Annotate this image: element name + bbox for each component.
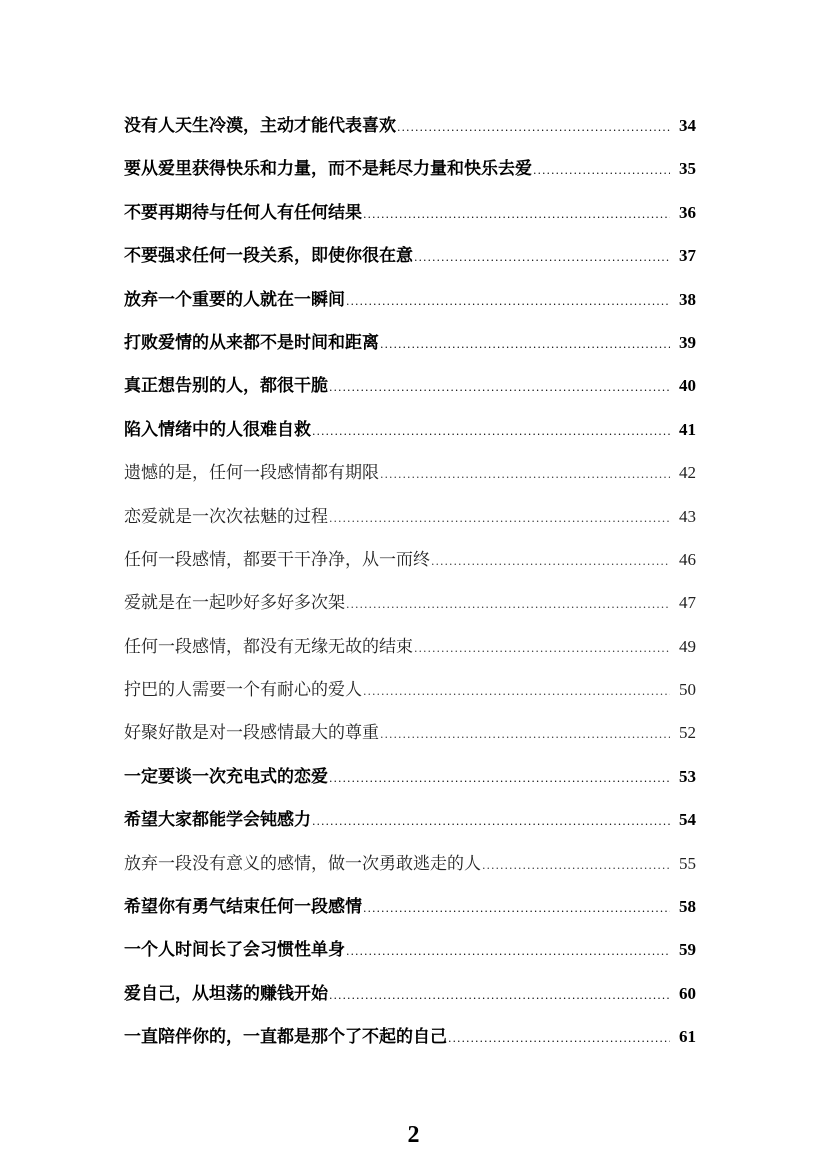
toc-entry[interactable]: [124, 234, 696, 277]
page-number: 2: [407, 1122, 420, 1148]
toc-entry[interactable]: [124, 885, 696, 928]
toc-entry-title: 放弃一段没有意义的感情，做一次勇敢逃走的人: [124, 853, 481, 874]
toc-entry-title: 打败爱情的从来都不是时间和距离: [124, 332, 379, 353]
toc-entry[interactable]: [124, 408, 696, 451]
toc-entry[interactable]: [124, 581, 696, 624]
toc-entry-title: 不要强求任何一段关系，即使你很在意: [124, 246, 413, 267]
toc-entry-page: 52: [679, 723, 696, 743]
toc-entry-page: 53: [679, 766, 696, 786]
toc-entry[interactable]: [124, 798, 696, 841]
toc-entry-page: 40: [679, 376, 696, 396]
toc-dot-leader: [363, 887, 670, 930]
toc-entry-title: 遗憾的是，任何一段感情都有期限: [124, 463, 379, 484]
table-of-contents: [124, 104, 696, 1059]
toc-dot-leader: [533, 149, 670, 192]
toc-entry-title: 一定要谈一次充电式的恋爱: [124, 766, 328, 787]
toc-entry-title: 一直陪伴你的，一直都是那个了不起的自己: [124, 1027, 447, 1048]
toc-entry-page: 35: [679, 159, 696, 179]
toc-dot-leader: [380, 713, 670, 756]
toc-dot-leader: [414, 236, 670, 279]
toc-entry-title: 希望你有勇气结束任何一段感情: [124, 897, 362, 918]
toc-entry-title: 陷入情绪中的人很难自救: [124, 419, 311, 440]
toc-entry-page: 46: [679, 549, 696, 569]
toc-entry-title: 爱就是在一起吵好多好多次架: [124, 593, 345, 614]
toc-entry[interactable]: [124, 755, 696, 798]
toc-entry-title: 拧巴的人需要一个有耐心的爱人: [124, 680, 362, 701]
toc-entry-title: 真正想告别的人，都很干脆: [124, 376, 328, 397]
toc-entry[interactable]: [124, 321, 696, 364]
toc-dot-leader: [329, 757, 670, 800]
toc-entry-page: 60: [679, 983, 696, 1003]
toc-dot-leader: [312, 410, 670, 453]
toc-entry[interactable]: [124, 928, 696, 971]
toc-dot-leader: [329, 497, 670, 540]
toc-dot-leader: [312, 800, 670, 843]
toc-dot-leader: [346, 930, 670, 973]
toc-entry-page: 54: [679, 810, 696, 830]
toc-entry[interactable]: [124, 668, 696, 711]
toc-dot-leader: [363, 670, 670, 713]
toc-entry[interactable]: [124, 711, 696, 754]
toc-entry-page: 58: [679, 897, 696, 917]
toc-entry-title: 任何一段感情，都没有无缘无故的结束: [124, 636, 413, 657]
toc-entry-page: 49: [679, 636, 696, 656]
toc-entry-page: 41: [679, 419, 696, 439]
toc-entry[interactable]: [124, 972, 696, 1015]
toc-dot-leader: [346, 583, 670, 626]
toc-entry[interactable]: [124, 842, 696, 885]
toc-dot-leader: [363, 193, 670, 236]
toc-dot-leader: [380, 323, 670, 366]
toc-entry-page: 43: [679, 506, 696, 526]
toc-entry[interactable]: [124, 538, 696, 581]
toc-entry-title: 一个人时间长了会习惯性单身: [124, 940, 345, 961]
toc-entry-title: 要从爱里获得快乐和力量，而不是耗尽力量和快乐去爱: [124, 159, 532, 180]
toc-entry-title: 希望大家都能学会钝感力: [124, 810, 311, 831]
toc-entry[interactable]: [124, 1015, 696, 1058]
toc-entry[interactable]: [124, 625, 696, 668]
toc-entry-page: 38: [679, 289, 696, 309]
toc-entry-title: 恋爱就是一次次祛魅的过程: [124, 506, 328, 527]
toc-entry-title: 没有人天生冷漠，主动才能代表喜欢: [124, 116, 396, 136]
toc-entry[interactable]: [124, 191, 696, 234]
toc-entry-page: 42: [679, 463, 696, 483]
toc-entry-page: 55: [679, 853, 696, 873]
toc-dot-leader: [380, 453, 670, 496]
toc-dot-leader: [329, 974, 670, 1017]
toc-entry[interactable]: [124, 495, 696, 538]
toc-entry-title: 爱自己，从坦荡的赚钱开始: [124, 983, 328, 1004]
toc-entry-page: 59: [679, 940, 696, 960]
toc-dot-leader: [482, 844, 670, 887]
toc-entry-title: 好聚好散是对一段感情最大的尊重: [124, 723, 379, 744]
toc-entry-title: 放弃一个重要的人就在一瞬间: [124, 289, 345, 310]
toc-entry[interactable]: [124, 364, 696, 407]
toc-dot-leader: [448, 1017, 670, 1060]
toc-dot-leader: [397, 106, 670, 149]
toc-entry-title: 任何一段感情，都要干干净净，从一而终: [124, 549, 430, 570]
toc-entry-page: 34: [679, 116, 696, 135]
toc-entry[interactable]: [124, 451, 696, 494]
toc-entry-page: 37: [679, 246, 696, 266]
toc-entry[interactable]: [124, 147, 696, 190]
toc-dot-leader: [414, 627, 670, 670]
toc-entry-page: 36: [679, 202, 696, 222]
toc-entry-title: 不要再期待与任何人有任何结果: [124, 202, 362, 223]
toc-entry-page: 39: [679, 332, 696, 352]
toc-entry[interactable]: [124, 104, 696, 147]
toc-dot-leader: [329, 366, 670, 409]
toc-dot-leader: [431, 540, 670, 583]
toc-entry-page: 50: [679, 680, 696, 700]
toc-entry-page: 61: [679, 1027, 696, 1047]
toc-entry[interactable]: [124, 278, 696, 321]
toc-dot-leader: [346, 280, 670, 323]
toc-entry-page: 47: [679, 593, 696, 613]
